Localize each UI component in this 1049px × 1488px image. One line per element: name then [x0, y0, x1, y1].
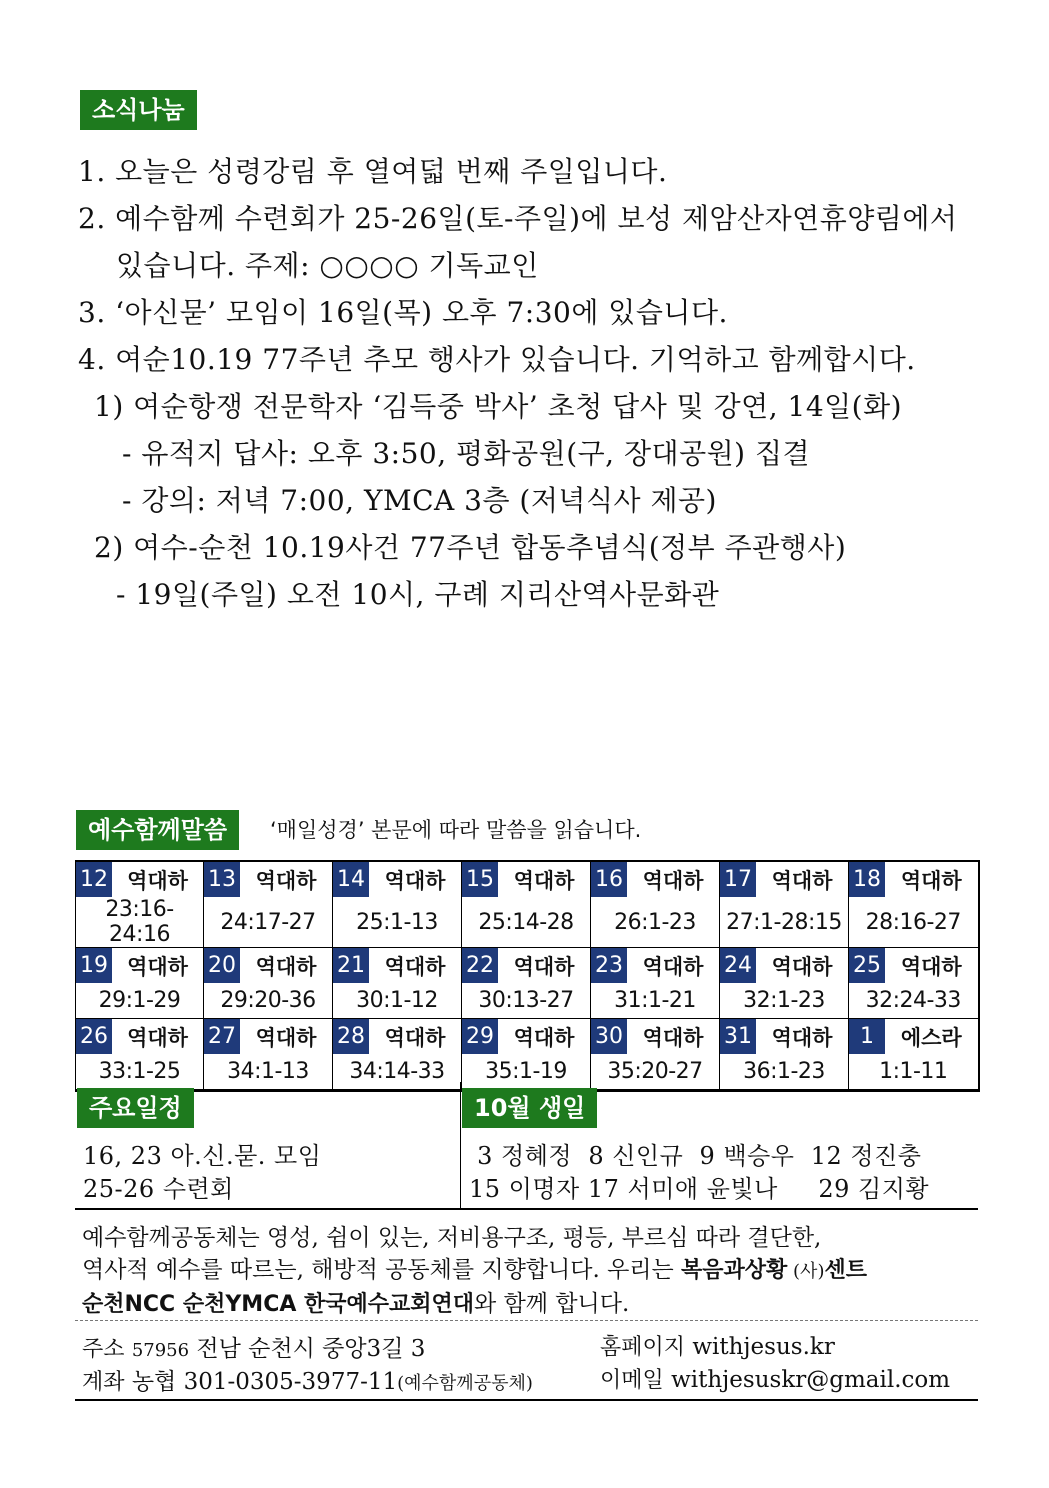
- bible-reading-table: [75, 860, 980, 1092]
- book-name: 역대하: [255, 868, 317, 893]
- news-item: 있습니다. 주제: ○○○○ 기독교인: [116, 249, 539, 282]
- news-item: 2. 예수함께 수련회가 25-26일(토-주일)에 보성 제암산자연휴양림에서: [78, 202, 958, 235]
- day-number: 22: [462, 948, 498, 983]
- bible-day-cell: [76, 1019, 204, 1055]
- bible-day-cell: [462, 861, 591, 897]
- news-list: [78, 148, 978, 618]
- news-subitem: - 강의: 저녁 7:00, YMCA 3층 (저녁식사 제공): [122, 484, 717, 517]
- day-number: 12: [76, 862, 112, 897]
- news-subitem: - 19일(주일) 오전 10시, 구례 지리산역사문화관: [116, 578, 720, 611]
- bible-day-cell: [849, 861, 979, 897]
- bible-header-row: [76, 948, 979, 984]
- schedule-tag: 주요일정: [77, 1088, 194, 1128]
- statement-text: 역사적 예수를 따르는, 해방적 공동체를 지향합니다. 우리는: [82, 1257, 682, 1283]
- day-number: 30: [591, 1019, 627, 1054]
- day-number: 1: [849, 1019, 885, 1054]
- bible-header-row: [76, 861, 979, 897]
- address-value: 전남 순천시 중앙3길 3: [196, 1336, 426, 1362]
- bible-range: 24:17-27: [204, 897, 333, 948]
- book-name: 역대하: [900, 868, 962, 893]
- account: [82, 1363, 533, 1396]
- email-label: 이메일: [600, 1368, 664, 1393]
- bible-day-cell: [591, 861, 720, 897]
- book-name: 역대하: [900, 954, 962, 979]
- bible-range: 28:16-27: [849, 897, 979, 948]
- news-subitem: - 유적지 답사: 오후 3:50, 평화공원(구, 장대공원) 집결: [122, 437, 811, 470]
- bible-day-cell: [720, 948, 849, 984]
- homepage-label: 홈페이지: [600, 1335, 686, 1360]
- partner-prefix: (사): [787, 1261, 825, 1282]
- book-name: 역대하: [255, 1025, 317, 1050]
- bible-tag: 예수함께말씀: [76, 810, 239, 850]
- news-item: 3. ‘아신묻’ 모임이 16일(목) 오후 7:30에 있습니다.: [78, 296, 728, 329]
- book-name: 역대하: [127, 954, 188, 979]
- book-name: 역대하: [771, 868, 833, 893]
- news-item: 4. 여순10.19 77주년 추모 행사가 있습니다. 기억하고 함께합시다.: [78, 343, 916, 376]
- schedule-line: 16, 23 아.신.묻. 모임: [83, 1142, 322, 1170]
- bible-range: 34:1-13: [204, 1054, 333, 1091]
- partner-names: 순천NCC 순천YMCA 한국예수교회연대: [82, 1292, 475, 1317]
- bible-day-cell: [204, 861, 333, 897]
- book-name: 역대하: [384, 868, 446, 893]
- bible-note: ‘매일성경’ 본문에 따라 말씀을 읽습니다.: [270, 818, 642, 842]
- book-name: 역대하: [642, 954, 704, 979]
- bible-header-row: [76, 1019, 979, 1055]
- bible-day-cell: [720, 1019, 849, 1055]
- account-value: 농협 301-0305-3977-11: [131, 1369, 398, 1395]
- day-number: 16: [591, 862, 627, 897]
- bible-range-row: [76, 897, 979, 948]
- bible-range: 31:1-21: [591, 983, 720, 1019]
- bible-range: 30:1-12: [333, 983, 462, 1019]
- statement-line: [82, 1288, 972, 1321]
- partner-name: 센트: [824, 1258, 867, 1283]
- day-number: 20: [204, 948, 240, 983]
- partner-name: 복음과상황: [681, 1258, 788, 1283]
- bible-day-cell: [462, 948, 591, 984]
- community-statement: [82, 1222, 972, 1321]
- email: [600, 1363, 950, 1394]
- statement-line: [82, 1254, 972, 1288]
- book-name: 역대하: [642, 1025, 704, 1050]
- book-name: 역대하: [384, 954, 446, 979]
- book-name: 에스라: [900, 1025, 962, 1050]
- bible-day-cell: [333, 861, 462, 897]
- bible-range: 32:1-23: [720, 983, 849, 1019]
- day-number: 13: [204, 862, 240, 897]
- book-name: 역대하: [513, 954, 575, 979]
- day-number: 23: [591, 948, 627, 983]
- book-name: 역대하: [127, 1025, 188, 1050]
- day-number: 21: [333, 948, 369, 983]
- bottom-rule: [75, 1399, 978, 1401]
- account-holder: (예수함께공동체): [397, 1373, 533, 1394]
- news-tag: 소식나눔: [80, 90, 197, 130]
- birthday-line: 15 이명자 17 서미애 윤빛나 29 김지황: [469, 1175, 930, 1203]
- dashed-divider: [75, 1320, 978, 1321]
- bible-range: 32:24-33: [849, 983, 979, 1019]
- book-name: 역대하: [771, 1025, 833, 1050]
- day-number: 14: [333, 862, 369, 897]
- day-number: 15: [462, 862, 498, 897]
- statement-line: 예수함께공동체는 영성, 쉼이 있는, 저비용구조, 평등, 부르심 따라 결단한,: [82, 1225, 822, 1251]
- bible-range: 35:20-27: [591, 1054, 720, 1091]
- email-link[interactable]: withjesuskr@gmail.com: [671, 1367, 951, 1393]
- bible-day-cell: [849, 948, 979, 984]
- homepage-link[interactable]: withjesus.kr: [692, 1334, 835, 1360]
- statement-text: 와 함께 합니다.: [474, 1291, 630, 1317]
- book-name: 역대하: [513, 868, 575, 893]
- birthday-tag: 10월 생일: [462, 1088, 597, 1128]
- bible-range: 35:1-19: [462, 1054, 591, 1091]
- bible-range: 23:16-24:16: [76, 897, 204, 948]
- bible-range: 29:20-36: [204, 983, 333, 1019]
- bible-day-cell: [204, 948, 333, 984]
- bible-range: 25:1-13: [333, 897, 462, 948]
- day-number: 18: [849, 862, 885, 897]
- day-number: 24: [720, 948, 756, 983]
- bible-range: 34:14-33: [333, 1054, 462, 1091]
- bible-range-row: [76, 983, 979, 1019]
- section-divider: [460, 1082, 461, 1208]
- day-number: 26: [76, 1019, 112, 1054]
- bible-day-cell: [76, 861, 204, 897]
- day-number: 28: [333, 1019, 369, 1054]
- book-name: 역대하: [771, 954, 833, 979]
- book-name: 역대하: [255, 954, 317, 979]
- bible-range: 30:13-27: [462, 983, 591, 1019]
- address: [82, 1330, 425, 1363]
- bible-day-cell: [849, 1019, 979, 1055]
- day-number: 19: [76, 948, 112, 983]
- address-label: 주소: [82, 1337, 125, 1362]
- day-number: 29: [462, 1019, 498, 1054]
- day-number: 25: [849, 948, 885, 983]
- bible-day-cell: [204, 1019, 333, 1055]
- schedule-section: [75, 1082, 978, 1210]
- bible-day-cell: [333, 948, 462, 984]
- news-subitem: 2) 여수-순천 10.19사건 77주년 합동추념식(정부 주관행사): [94, 531, 847, 564]
- bible-range: 29:1-29: [76, 983, 204, 1019]
- bible-day-cell: [591, 1019, 720, 1055]
- bible-day-cell: [76, 948, 204, 984]
- day-number: 31: [720, 1019, 756, 1054]
- bible-day-cell: [333, 1019, 462, 1055]
- bible-range: 36:1-23: [720, 1054, 849, 1091]
- bible-range: 25:14-28: [462, 897, 591, 948]
- news-subitem: 1) 여순항쟁 전문학자 ‘김득중 박사’ 초청 답사 및 강연, 14일(화): [94, 390, 903, 423]
- birthday-line: 3 정혜정 8 신인규 9 백승우 12 정진충: [469, 1142, 922, 1170]
- book-name: 역대하: [127, 868, 188, 893]
- bible-range: 33:1-25: [76, 1054, 204, 1091]
- book-name: 역대하: [384, 1025, 446, 1050]
- book-name: 역대하: [642, 868, 704, 893]
- schedule-line: 25-26 수련회: [83, 1175, 234, 1203]
- day-number: 27: [204, 1019, 240, 1054]
- account-label: 계좌: [82, 1370, 125, 1395]
- address-zip: 57956: [131, 1340, 190, 1361]
- bible-range: 27:1-28:15: [720, 897, 849, 948]
- news-item: 1. 오늘은 성령강림 후 열여덟 번째 주일입니다.: [78, 155, 668, 188]
- book-name: 역대하: [513, 1025, 575, 1050]
- day-number: 17: [720, 862, 756, 897]
- bible-day-cell: [462, 1019, 591, 1055]
- bible-day-cell: [591, 948, 720, 984]
- bible-range: 1:1-11: [849, 1054, 979, 1091]
- homepage: [600, 1330, 835, 1361]
- bible-day-cell: [720, 861, 849, 897]
- bible-range: 26:1-23: [591, 897, 720, 948]
